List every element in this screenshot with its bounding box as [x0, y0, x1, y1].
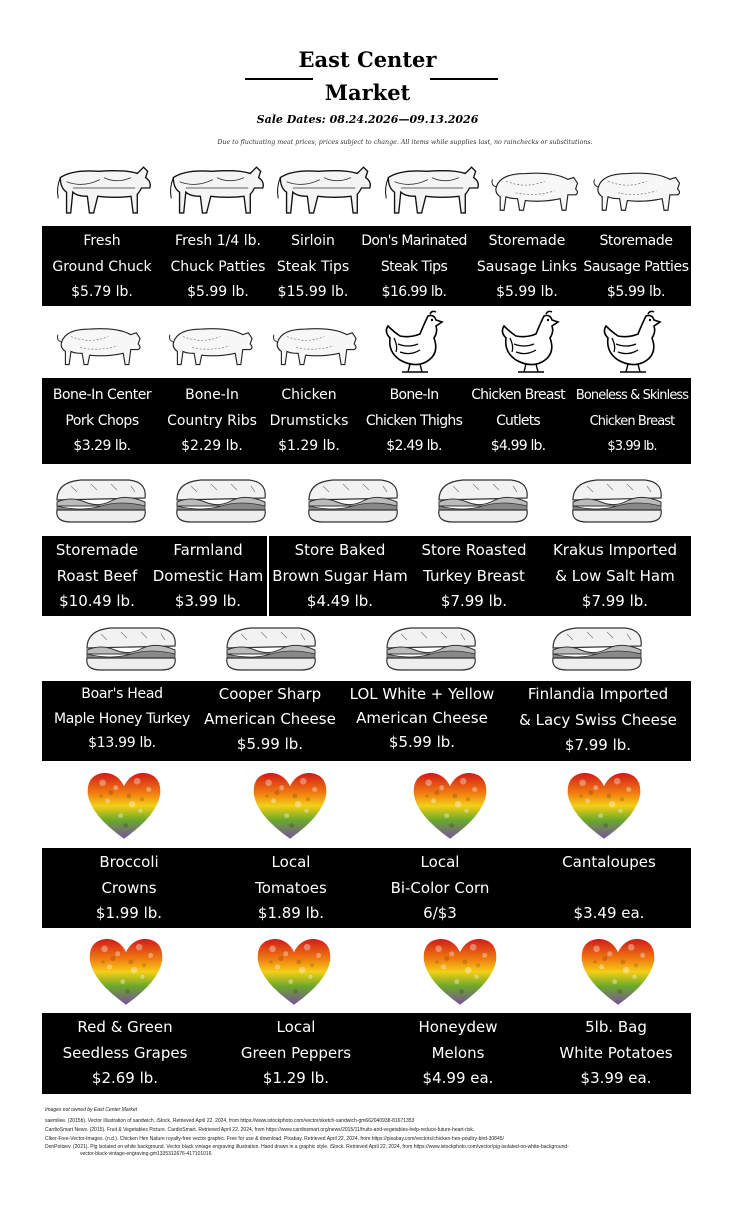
item-pork-chops: [42, 383, 162, 460]
pig-icon: [52, 316, 146, 372]
item-price: $3.49 ea.: [573, 904, 645, 922]
item-drumsticks: [264, 383, 354, 460]
item-line2: Sausage Links: [476, 258, 578, 275]
item-domestic-ham: [150, 538, 266, 615]
sandwich-icon: [80, 620, 182, 676]
item-broccoli: [60, 850, 198, 927]
sandwich-icon: [432, 472, 534, 528]
produce-heart-icon: [248, 934, 340, 1008]
band-divider: [267, 536, 269, 616]
item-corn: [370, 850, 510, 927]
credit-line: DenPotisev. (2021). Pig isolated on white background. Vector black vintage engraving illustration. Hand drawn in a graphic style. iStock. Retrieved April 22, 2024, from https://www.istockphoto.com/vector/pig-isolated-on-white-background-: [45, 1144, 569, 1150]
produce-heart-icon: [78, 768, 170, 842]
sandwich-icon: [380, 620, 482, 676]
item-line1: Farmland: [173, 541, 243, 559]
item-line1: 5lb. Bag: [585, 1018, 647, 1036]
item-sausage-patties: [580, 229, 692, 306]
item-line1: Krakus Imported: [552, 541, 678, 559]
item-line2: Seedless Grapes: [62, 1043, 188, 1062]
item-price: $7.99 lb.: [440, 592, 508, 610]
item-price: $15.99 lb.: [277, 284, 349, 300]
item-price: $1.29 lb.: [262, 1069, 330, 1087]
item-line1: Sirloin: [291, 233, 335, 249]
item-price: $5.99 lb.: [388, 733, 456, 751]
item-line2: Chuck Patties: [170, 258, 266, 275]
credit-line: saemilee. (2015b). Vector illustration of sandwich. iStock. Retrieved April 22, 2024, from https://www.istockphoto.com/vector/sketch-sandwich-gm662040938-81671353: [45, 1118, 415, 1124]
sandwich-icon: [170, 472, 272, 528]
cow-icon: [52, 155, 156, 221]
item-line2: Tomatoes: [255, 878, 327, 897]
sandwich-icon: [302, 472, 404, 528]
chicken-icon: [380, 308, 450, 378]
item-price: $3.29 lb.: [73, 438, 131, 454]
item-line2: Turkey Breast: [423, 566, 525, 585]
item-price: $5.99 lb.: [236, 735, 304, 753]
store-title-line2: Market: [324, 80, 411, 105]
item-line2: & Lacy Swiss Cheese: [519, 710, 677, 729]
item-line1: Local: [420, 853, 460, 871]
chicken-icon: [496, 308, 566, 378]
sandwich-icon: [566, 472, 668, 528]
item-country-ribs: [160, 383, 264, 460]
item-potatoes: [546, 1015, 686, 1092]
sandwich-icon: [50, 472, 152, 528]
produce-heart-icon: [414, 934, 506, 1008]
chicken-icon: [598, 308, 668, 378]
item-line2: Maple Honey Turkey: [54, 710, 190, 727]
item-line1: Bone-In: [185, 387, 239, 403]
item-line2: Pork Chops: [65, 412, 139, 429]
item-line1: Storemade: [599, 233, 673, 249]
item-line2: Drumsticks: [269, 412, 349, 429]
item-line2: Brown Sugar Ham: [272, 566, 408, 585]
item-line1: Store Baked: [294, 541, 386, 559]
item-line1: Red & Green: [77, 1018, 173, 1036]
item-swiss-cheese: [508, 682, 688, 759]
item-line2: & Low Salt Ham: [555, 566, 675, 585]
item-chicken-cutlets: [466, 383, 570, 460]
item-honeydew: [388, 1015, 528, 1092]
item-line1: Finlandia Imported: [527, 685, 669, 703]
item-line2: [536, 876, 682, 902]
item-price: $5.99 lb.: [606, 284, 666, 300]
item-marinated-steak-tips: [356, 229, 472, 306]
item-line2: Steak Tips: [276, 258, 350, 275]
item-line1: Don's Marinated: [361, 233, 467, 249]
item-cantaloupes: [536, 850, 682, 927]
item-line2: Green Peppers: [240, 1043, 352, 1062]
item-line2: Domestic Ham: [152, 566, 264, 585]
item-price: $5.99 lb.: [187, 284, 249, 300]
item-brown-sugar-ham: [270, 538, 410, 615]
credit-line: CardioSmart News. (2015). Fruit & Vegetables Picture. CardioSmart. Retrieved April 22, 2024, from https://www.cardiosmart.org/news/2015/11/fruits-and-vegetables-help-reduce-future-heart-risk.: [45, 1127, 475, 1133]
item-turkey-breast: [406, 538, 542, 615]
item-tomatoes: [222, 850, 360, 927]
item-line1: Fresh 1/4 lb.: [175, 233, 261, 249]
item-chicken-breast: [572, 383, 692, 460]
item-price: $3.99 ea.: [580, 1069, 652, 1087]
item-line1: Fresh: [83, 233, 121, 249]
produce-heart-icon: [558, 768, 650, 842]
pig-icon: [486, 160, 584, 218]
item-price: $1.29 lb.: [278, 438, 340, 454]
sandwich-icon: [220, 620, 322, 676]
item-roast-beef: [42, 538, 152, 615]
item-line1: Broccoli: [99, 853, 159, 871]
item-ground-chuck: [42, 229, 162, 306]
item-green-peppers: [226, 1015, 366, 1092]
item-lol-american: [342, 682, 502, 754]
sandwich-icon: [546, 620, 648, 676]
item-price: $1.99 lb.: [95, 904, 163, 922]
item-cooper-sharp: [198, 682, 342, 757]
item-line2: Bi-Color Corn: [390, 878, 490, 897]
item-line1: LOL White + Yellow: [349, 685, 495, 703]
pig-icon: [164, 316, 258, 372]
price-disclaimer: Due to fluctuating meat prices, prices subject to change. All items while supplies last, no rainchecks or substitutions.: [217, 139, 593, 146]
item-line1: Bone-In Center: [52, 387, 152, 403]
item-line1: Local: [276, 1018, 316, 1036]
item-maple-honey-turkey: [42, 682, 202, 756]
item-sausage-links: [468, 229, 586, 306]
credit-line: vector-black-vintage-engraving-gm1335312676-417101016: [80, 1151, 212, 1157]
produce-heart-icon: [244, 768, 336, 842]
item-price: $2.49 lb.: [386, 438, 442, 454]
item-line2: Roast Beef: [56, 566, 138, 585]
item-grapes: [50, 1015, 200, 1092]
item-price: $1.89 lb.: [257, 904, 325, 922]
item-price: $4.49 lb.: [306, 592, 374, 610]
item-line2: Chicken Breast: [589, 413, 675, 429]
produce-heart-icon: [80, 934, 172, 1008]
cow-icon: [380, 155, 484, 221]
item-line2: American Cheese: [356, 709, 488, 727]
item-chuck-patties: [158, 229, 278, 306]
produce-heart-icon: [572, 934, 664, 1008]
image-credit-note: Images not owned by East Center Market: [45, 1107, 137, 1113]
item-line2: Crowns: [101, 878, 157, 897]
item-price: $5.79 lb.: [71, 284, 133, 300]
item-price: $3.99 lb.: [607, 439, 657, 454]
item-line2: American Cheese: [204, 710, 336, 728]
credit-line: Clker-Free-Vector-Images. (n.d.). Chicken Hen Nature royalty-free vector graphic. Free for use & download. Pixabay. Retrieved April 22, 2024, from https://pixabay.com/vectors/chicken-hen-poultry-bird-30845/: [45, 1136, 504, 1142]
item-sirloin-steak-tips: [268, 229, 358, 306]
item-price: $7.99 lb.: [581, 592, 649, 610]
pig-icon: [588, 160, 686, 218]
item-price: $5.99 lb.: [496, 284, 558, 300]
item-price: $4.99 lb.: [490, 438, 546, 454]
item-price: $10.49 lb.: [59, 592, 135, 610]
item-line2: Melons: [431, 1043, 485, 1062]
item-line2: Chicken Thighs: [365, 412, 463, 429]
item-line1: Chicken Breast: [471, 387, 565, 403]
item-line1: Local: [271, 853, 311, 871]
item-line2: Sausage Patties: [583, 258, 689, 275]
item-line2: Country Ribs: [167, 412, 257, 429]
item-price: $16.99 lb.: [381, 284, 447, 300]
store-title-line1: East Center: [298, 47, 437, 72]
cow-icon: [272, 155, 376, 221]
item-price: $2.29 lb.: [181, 438, 243, 454]
item-line1: Honeydew: [418, 1018, 498, 1036]
item-line2: Ground Chuck: [52, 258, 152, 275]
item-line1: Cooper Sharp: [218, 685, 322, 703]
item-chicken-thighs: [356, 383, 472, 460]
produce-heart-icon: [404, 768, 496, 842]
item-line2: Cutlets: [496, 412, 540, 429]
item-price: $3.99 lb.: [174, 592, 242, 610]
item-line1: Boar's Head: [81, 686, 163, 702]
item-price: 6/$3: [423, 904, 457, 922]
pig-icon: [268, 316, 362, 372]
item-line2: White Potatoes: [559, 1043, 673, 1062]
item-price: $7.99 lb.: [564, 736, 632, 754]
sale-dates: Sale Dates: 08.24.2026—09.13.2026: [256, 113, 479, 126]
item-line1: Storemade: [55, 541, 139, 559]
item-line1: Store Roasted: [421, 541, 527, 559]
item-line1: Boneless & Skinless: [575, 388, 689, 403]
item-price: $4.99 ea.: [422, 1069, 494, 1087]
item-low-salt-ham: [540, 538, 690, 615]
item-line2: Steak Tips: [380, 258, 448, 275]
item-price: $13.99 lb.: [88, 735, 156, 751]
item-line1: Cantaloupes: [562, 853, 656, 871]
cow-icon: [165, 155, 269, 221]
item-price: $2.69 lb.: [91, 1069, 159, 1087]
item-line1: Chicken: [281, 387, 337, 403]
item-line1: Storemade: [488, 233, 566, 249]
item-line1: Bone-In: [389, 387, 439, 403]
